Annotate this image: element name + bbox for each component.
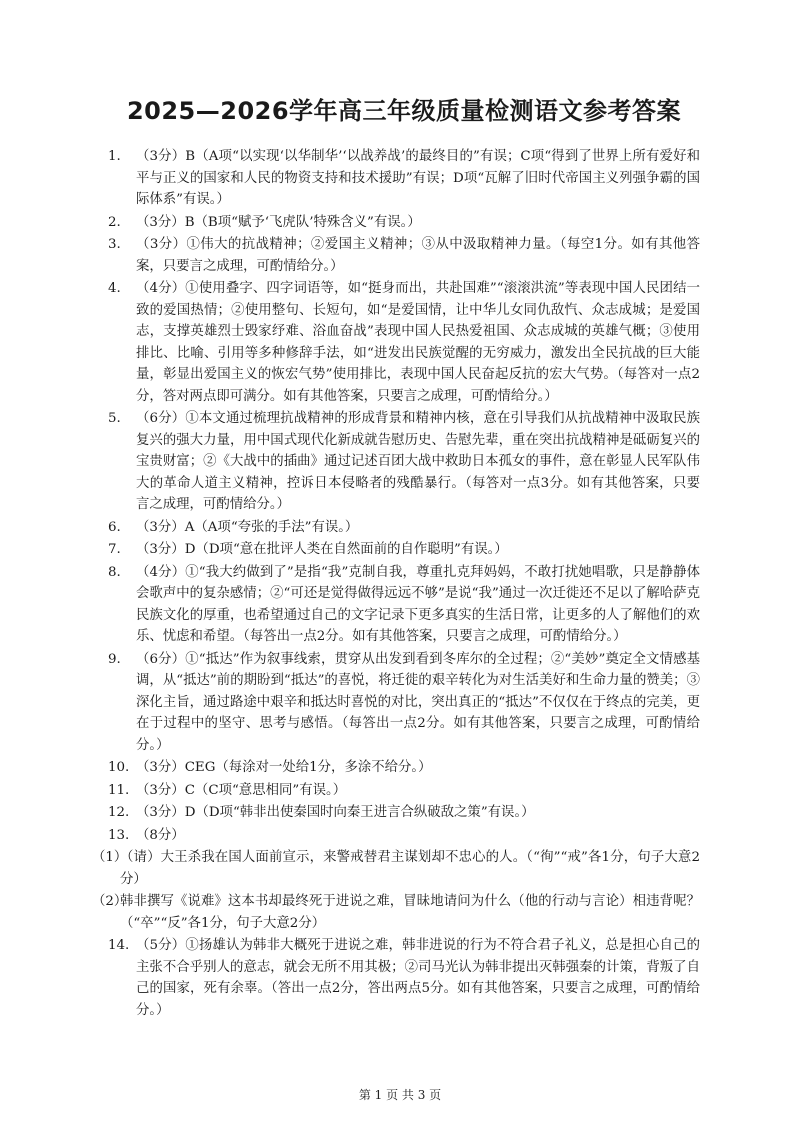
sub-answer-13-1 — [92, 847, 700, 890]
answer-number: 3. — [108, 237, 121, 252]
answer-number: 9. — [108, 651, 121, 667]
sub-answer-text: 韩非撰写《说难》这本书却最终死于进说之难，冒昧地请问为什么（他的行动与言论）相违背呢？（“卒”“反”各1分，句子大意2分） — [120, 894, 700, 931]
answer-text: （4分）①使用叠字、四字词语等，如“挺身而出，共赴国难”“滚滚洪流”等表现中国人民团结一致的爱国热情；②使用整句、长短句，如“是爱国情，让中华儿女同仇敌忾、众志成城；是爱国志，支撑英雄烈士毁家纾难、浴血奋战”表现中国人民热爱祖国、众志成城的英雄气概；③使用排比、比喻、引用等多种修辞手法，如“进发出民族觉醒的无穷威力，激发出全民抗战的巨大能量，彰显出爱国主义的恢宏气势”使用排比，表现中国人民奋起反抗的宏大气势。（每答对一点2分，答对两点即可满分。如有其他答案，只要言之成理，可酌情给分。） — [136, 281, 700, 404]
answer-text: （3分）D（D项“意在批评人类在自然面前的自作聪明”有误。） — [136, 542, 508, 557]
answer-number: 6. — [108, 519, 121, 535]
answer-text: （5分）①扬雄认为韩非大概死于进说之难，韩非进说的行为不符合君子礼义，总是担心自己的主张不合乎别人的意志，就会无所不用其极；②司马光认为韩非提出灭韩强秦的计策，背叛了自己的国家，死有余辜。（答出一点2分，答出两点5分。如有其他答案，只要言之成理，可酌情给分。） — [136, 938, 700, 1018]
answer-text: （4分）①“我大约做到了”是指“我”克制自我，尊重扎克拜妈妈，不敢打扰她唱歌，只是静静体会歌声中的复杂感情；②“可还是觉得做得远远不够”是说“我”通过一次迁徙还不足以了解哈萨克民族文化的厚重，也希望通过自己的文字记录下更多真实的生活日常，让更多的人了解他们的欢乐、忧虑和希望。（每答出一点2分。如有其他答案，只要言之成理，可酌情给分。） — [136, 564, 700, 644]
sub-answer-number: （2） — [92, 894, 128, 909]
answer-item-13 — [108, 825, 700, 847]
answer-item-3 — [108, 234, 700, 277]
answer-item-14 — [108, 935, 700, 1021]
answer-text: （6分）①本文通过梳理抗战精神的形成背景和精神内核，意在引导我们从抗战精神中汲取民族复兴的强大力量，用中国式现代化新成就告慰历史、告慰先辈，重在突出抗战精神是砥砺复兴的宝贵财富；②《大战中的插曲》通过记述百团大战中救助日本孤女的事件，意在彰显人民军队伟大的革命人道主义精神，控诉日本侵略者的残酷暴行。（每答对一点3分。如有其他答案，只要言之成理，可酌情给分。） — [136, 411, 700, 512]
page-footer: 第 1 页 共 3 页 — [358, 1088, 442, 1102]
answer-item-10 — [108, 757, 700, 779]
answer-number: 4. — [108, 281, 121, 296]
answer-item-9 — [108, 649, 700, 757]
answer-item-12 — [108, 802, 700, 824]
answer-text: （8分） — [136, 827, 185, 843]
answer-number: 14. — [108, 938, 130, 953]
answer-number: 1. — [108, 149, 121, 164]
answer-text: （3分）B（A项“以实现‘以华制华’‘以战养战’的最终目的”有误；C项“得到了世界上所有爱好和平与正义的国家和人民的物资支持和技术援助”有误；D项“瓦解了旧时代帝国主义列强争霸的国际体系”有误。） — [136, 149, 700, 207]
answer-item-4 — [108, 278, 700, 407]
answer-number: 2. — [108, 214, 121, 230]
answer-text: （3分）C（C项“意思相同”有误。） — [136, 782, 347, 798]
answer-item-5 — [108, 408, 700, 516]
answer-number: 13. — [108, 827, 130, 843]
answer-text: （6分）①“抵达”作为叙事线索，贯穿从出发到看到冬库尔的全过程；②“美妙”奠定全文情感基调，从“抵达”前的期盼到“抵达”的喜悦，将迁徙的艰辛转化为对生活美好和生命力量的赞美；③深化主旨，通过路途中艰辛和抵达时喜悦的对比，突出真正的“抵达”不仅仅在于终点的完美，更在于过程中的坚守、思考与感悟。（每答出一点2分。如有其他答案，只要言之成理，可酌情给分。） — [136, 651, 700, 753]
answer-number: 11. — [108, 782, 130, 798]
answer-text: （3分）D（D项“韩非出使秦国时向秦王进言合纵破敌之策”有误。） — [136, 805, 535, 820]
answer-item-8 — [108, 562, 700, 648]
answer-number: 5. — [108, 411, 121, 426]
answer-text: （3分）B（B项“赋予‘飞虎队’特殊含义”有误。） — [136, 214, 421, 230]
sub-answer-13-2 — [92, 891, 700, 934]
answer-number: 7. — [108, 542, 121, 557]
answer-item-6 — [108, 517, 700, 539]
answer-list — [92, 146, 700, 1021]
answer-text: （3分）①伟大的抗战精神；②爱国主义精神；③从中汲取精神力量。（每空1分。如有其他答案，只要言之成理，可酌情给分。） — [136, 237, 700, 274]
sub-answer-text: （请）大王杀我在国人面前宣示，来警戒替君主谋划却不忠心的人。（“徇”“戒”各1分，句子大意2分） — [120, 850, 700, 887]
answer-number: 10. — [108, 760, 130, 775]
answer-item-2 — [108, 212, 700, 234]
answer-text: （3分）A（A项“夸张的手法”有误。） — [136, 519, 359, 535]
page-title: 2025—2026学年高三年级质量检测语文参考答案 — [126, 97, 682, 125]
answer-text: （3分）CEG（每涂对一处给1分，多涂不给分。） — [136, 760, 432, 775]
sub-answer-number: （1） — [92, 850, 128, 865]
answer-item-1 — [108, 146, 700, 211]
answer-number: 8. — [108, 564, 121, 580]
answer-number: 12. — [108, 805, 130, 820]
answer-item-11 — [108, 780, 700, 802]
answer-item-7 — [108, 539, 700, 561]
